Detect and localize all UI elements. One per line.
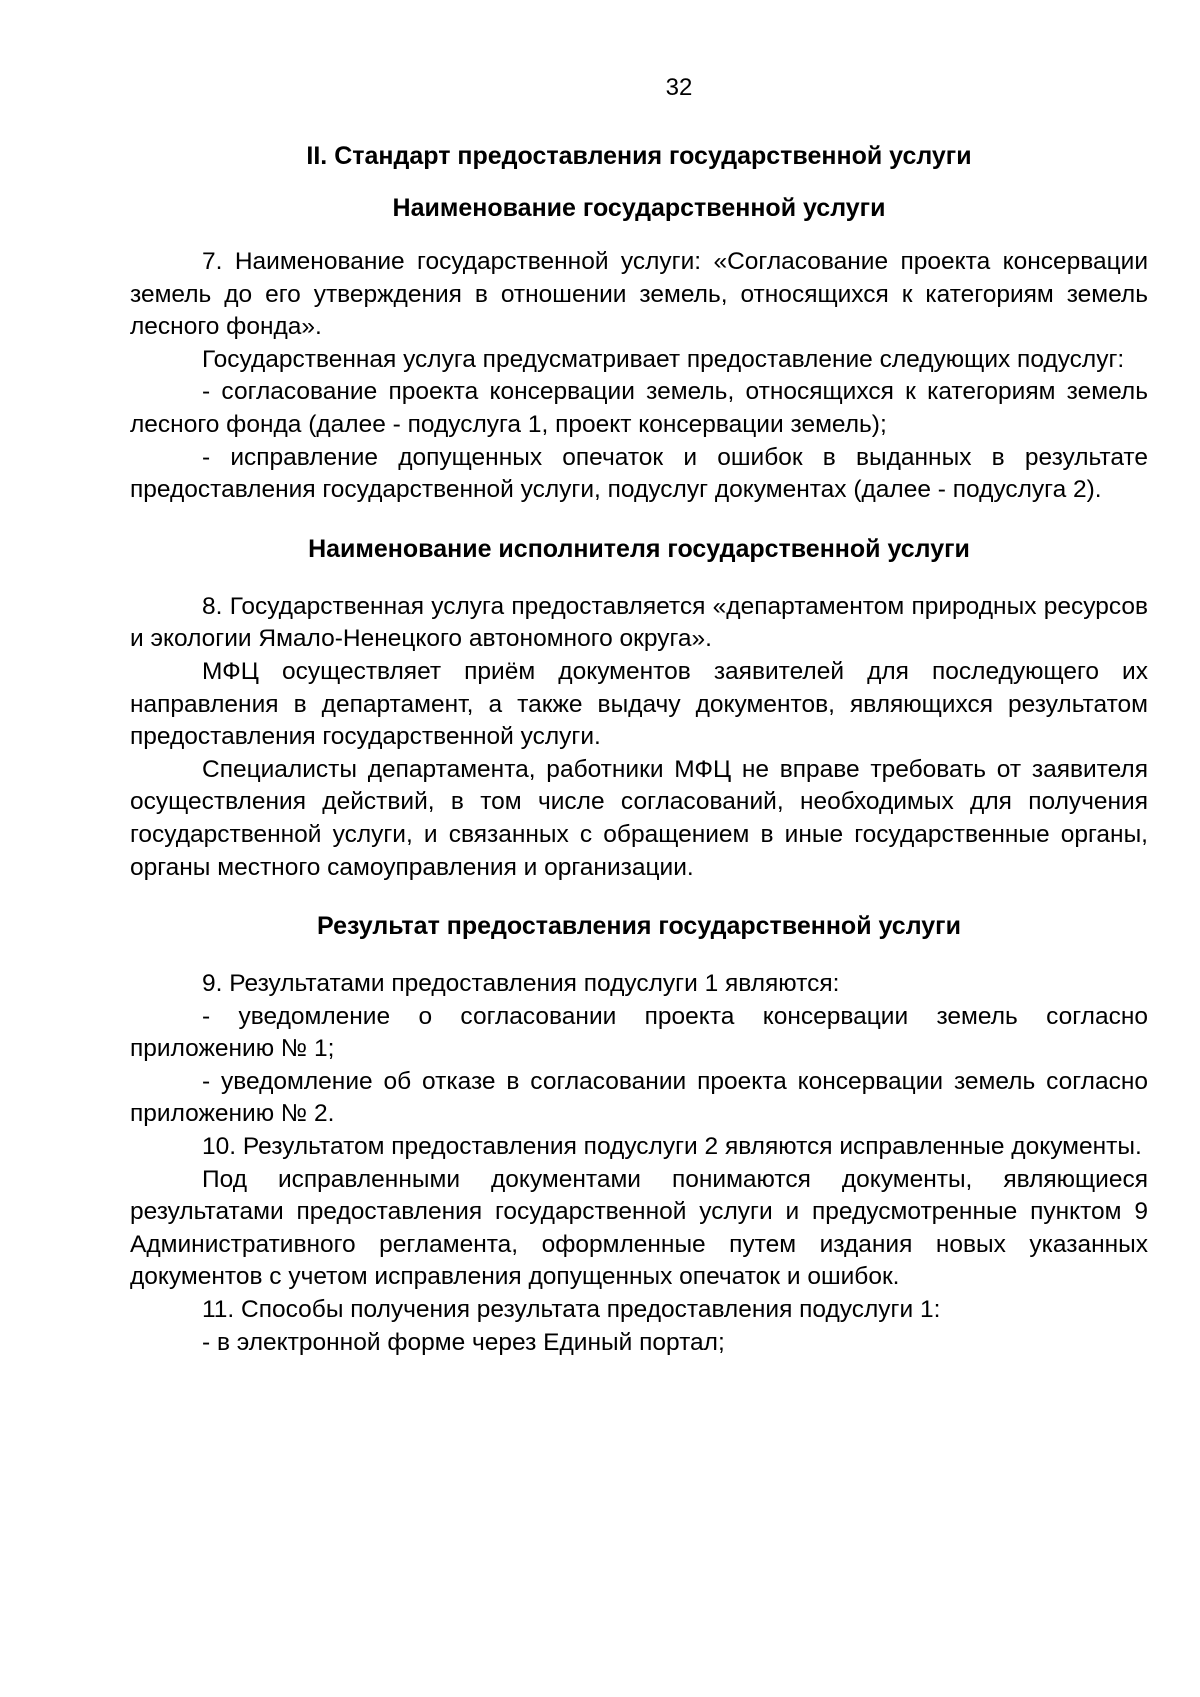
- paragraph: 10. Результатом предоставления подуслуги 2 являются исправленные документы.: [202, 1133, 1142, 1161]
- paragraph: 11. Способы получения результата предоставления подуслуги 1:: [202, 1296, 941, 1324]
- paragraph: - уведомление о согласовании проекта консервации земель согласно приложению № 1;: [130, 1002, 1148, 1063]
- heading-service-name: Наименование государственной услуги: [392, 194, 886, 222]
- paragraph: 9. Результатами предоставления подуслуги 1 являются:: [202, 970, 840, 998]
- paragraph: Государственная услуга предусматривает предоставление следующих подуслуг:: [202, 345, 1125, 373]
- section-title: II. Стандарт предоставления государственной услуги: [306, 142, 972, 170]
- paragraph: Под исправленными документами понимаются документы, являющиеся результатами предоставления государственной услуги и предусмотренные пунктом 9 Административного регламента, оформленные путем издания новых указанных документов с учетом исправления допущенных опечаток и ошибок.: [130, 1165, 1148, 1291]
- paragraph: Специалисты департамента, работники МФЦ не вправе требовать от заявителя осуществления действий, в том числе согласований, необходимых для получения государственной услуги, и связанных с обращением в иные государственные органы, органы местного самоуправления и организации.: [130, 755, 1148, 881]
- paragraph: 7. Наименование государственной услуги: «Согласование проекта консервации земель до его утверждения в отношении земель, относящихся к категориям земель лесного фонда».: [130, 248, 1148, 341]
- page-number: 32: [665, 74, 693, 101]
- paragraph: 8. Государственная услуга предоставляется «департаментом природных ресурсов и экологии Ямало-Ненецкого автономного округа».: [130, 592, 1148, 653]
- paragraph: - уведомление об отказе в согласовании проекта консервации земель согласно приложению № 2.: [130, 1067, 1148, 1128]
- paragraph: - согласование проекта консервации земель, относящихся к категориям земель лесного фонда (далее - подуслуга 1, проект консервации земель);: [130, 378, 1148, 438]
- heading-service-result: Результат предоставления государственной услуги: [317, 912, 961, 941]
- heading-service-executor: Наименование исполнителя государственной услуги: [308, 534, 970, 563]
- paragraph: - в электронной форме через Единый портал;: [202, 1328, 725, 1356]
- paragraph: - исправление допущенных опечаток и ошибок в выданных в результате предоставления государственной услуги, подуслуг документах (далее - подуслуга 2).: [130, 443, 1148, 504]
- paragraph: МФЦ осуществляет приём документов заявителей для последующего их направления в департамент, а также выдачу документов, являющихся результатом предоставления государственной услуги.: [130, 657, 1148, 751]
